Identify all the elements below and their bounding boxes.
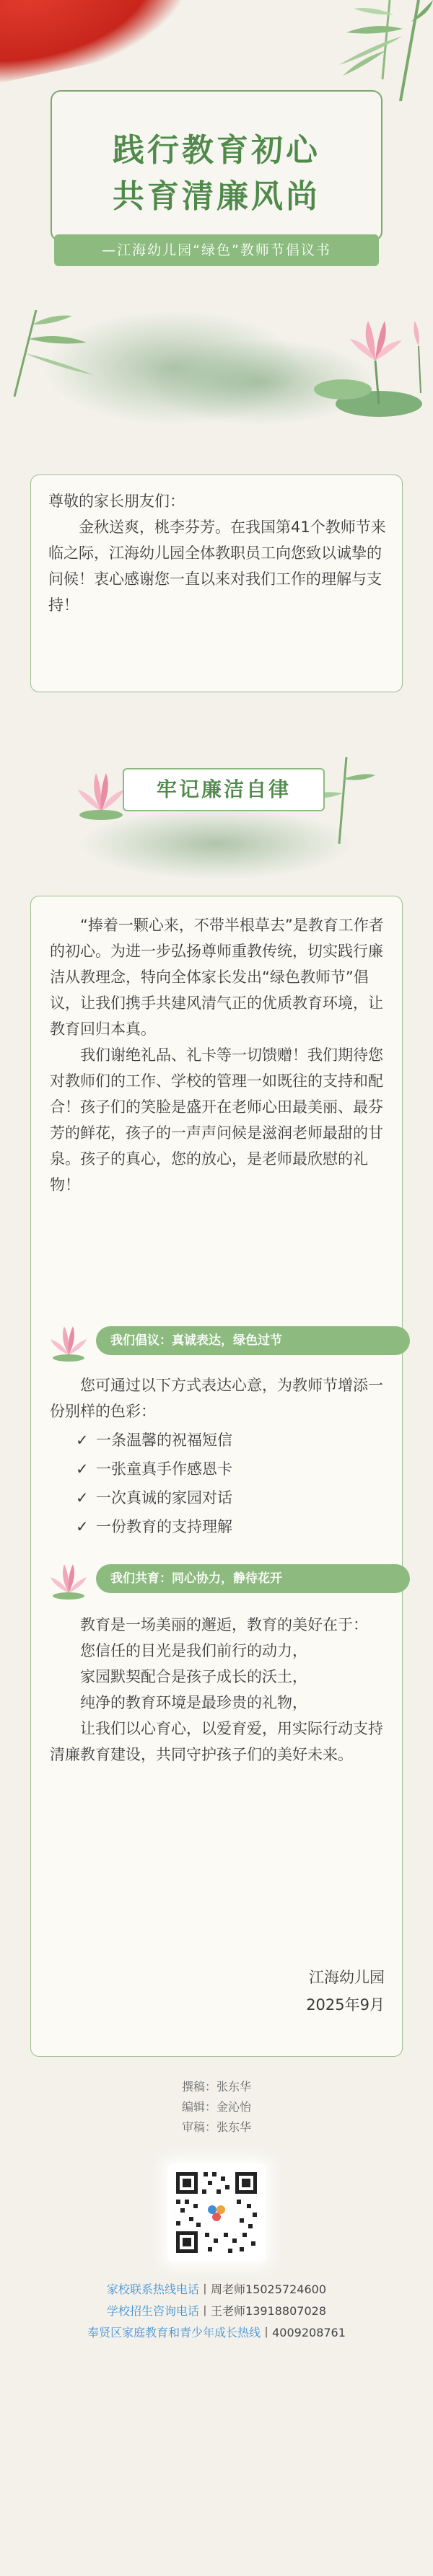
phone-link[interactable]: 4009208761	[272, 2326, 346, 2339]
initiative-banner: 我们倡议：真诚表达，绿色过节	[96, 1326, 410, 1355]
list-item: ✓ 一张童真手作感恩卡	[31, 1455, 403, 1483]
list-item: ✓ 一条温馨的祝福短信	[31, 1426, 403, 1455]
page-title-line2: 共育清廉风尚	[113, 178, 320, 215]
lotus-decoration	[299, 303, 433, 425]
credit-reviewer: 审稿：张东华	[181, 2120, 251, 2134]
check-icon: ✓	[76, 1460, 89, 1478]
hotline-home-school: 家校联系热线电话丨周老师15025724600	[106, 2282, 326, 2296]
paragraph-trust: 您信任的目光是我们前行的动力，	[80, 1642, 307, 1659]
suggestion-list	[31, 1426, 403, 1541]
lotus-icon	[47, 1558, 90, 1602]
main-card	[30, 896, 403, 2057]
page-title-line1: 践行教育初心	[113, 132, 320, 169]
qr-code-graphic	[167, 2163, 266, 2262]
section-header	[123, 768, 325, 811]
list-item: ✓ 一次真诚的家园对话	[31, 1483, 403, 1512]
hotline-enrollment: 学校招生咨询电话丨王老师13918807028	[106, 2304, 326, 2318]
phone-link[interactable]: 周老师15025724600	[211, 2282, 326, 2296]
greeting-text: 尊敬的家长朋友们：	[48, 493, 185, 510]
check-icon: ✓	[76, 1432, 89, 1449]
signature-org: 江海幼儿园	[309, 1969, 385, 1986]
paragraph-cooperation: 家园默契配合是孩子成长的沃土，	[80, 1668, 307, 1685]
paragraph-intro: “捧着一颗心来，不带半根草去”是教育工作者的初心。为进一步弘扬尊师重教传统，切实践行廉洁从教理念，特向全体家长发出“绿色教师节”倡议，让我们携手共建风清气正的优质教育环境，让教育回归本真。	[50, 917, 384, 1038]
list-item: ✓ 一份教育的支持理解	[31, 1512, 403, 1541]
bamboo-decoration-right	[274, 0, 433, 101]
phone-link[interactable]: 王老师13918807028	[211, 2304, 326, 2318]
subtitle-banner: —江海幼儿园“绿色”教师节倡议书	[54, 234, 379, 266]
paragraph-closing: 让我们以心育心，以爱育爱，用实际行动支持清廉教育建设，共同守护孩子们的美好未来。	[50, 1720, 383, 1763]
paragraph-beauty: 教育是一场美丽的邂逅，教育的美好在于：	[80, 1616, 368, 1633]
bamboo-decoration-left	[0, 310, 115, 397]
credit-writer: 撰稿：张东华	[181, 2080, 251, 2094]
greeting-paragraph: 金秋送爽，桃李芬芳。在我国第41个教师节来临之际，江海幼儿园全体教职员工向您致以诚挚的问候！衷心感谢您一直以来对我们工作的理解与支持！	[48, 519, 386, 614]
paragraph-gifts: 我们谢绝礼品、礼卡等一切馈赠！我们期待您对教师们的工作、学校的管理一如既往的支持和配合！孩子们的笑脸是盛开在老师心田最美丽、最芬芳的鲜花，孩子的一声声问候是滋润老师最甜的甘泉。孩子的真心，您的放心，是老师最欣慰的礼物！	[50, 1046, 383, 1194]
signature-date: 2025年9月	[306, 1996, 385, 2013]
hotline-youth-growth: 奉贤区家庭教育和青少年成长热线丨4009208761	[87, 2326, 346, 2339]
paragraph-ways: 您可通过以下方式表达心意，为教师节增添一份别样的色彩：	[50, 1377, 383, 1420]
greeting-card	[30, 475, 403, 692]
check-icon: ✓	[76, 1518, 89, 1535]
co-education-banner: 我们共育：同心协力，静待花开	[96, 1564, 410, 1593]
lotus-icon	[47, 1320, 90, 1364]
red-ribbon-decoration	[0, 0, 196, 87]
credit-editor: 编辑：金沁怡	[181, 2100, 251, 2114]
qr-code[interactable]	[167, 2163, 266, 2262]
paragraph-environment: 纯净的教育环境是最珍贵的礼物，	[80, 1694, 307, 1711]
section-title: 牢记廉洁自律	[156, 777, 291, 801]
lotus-icon	[72, 764, 130, 822]
check-icon: ✓	[76, 1489, 89, 1507]
